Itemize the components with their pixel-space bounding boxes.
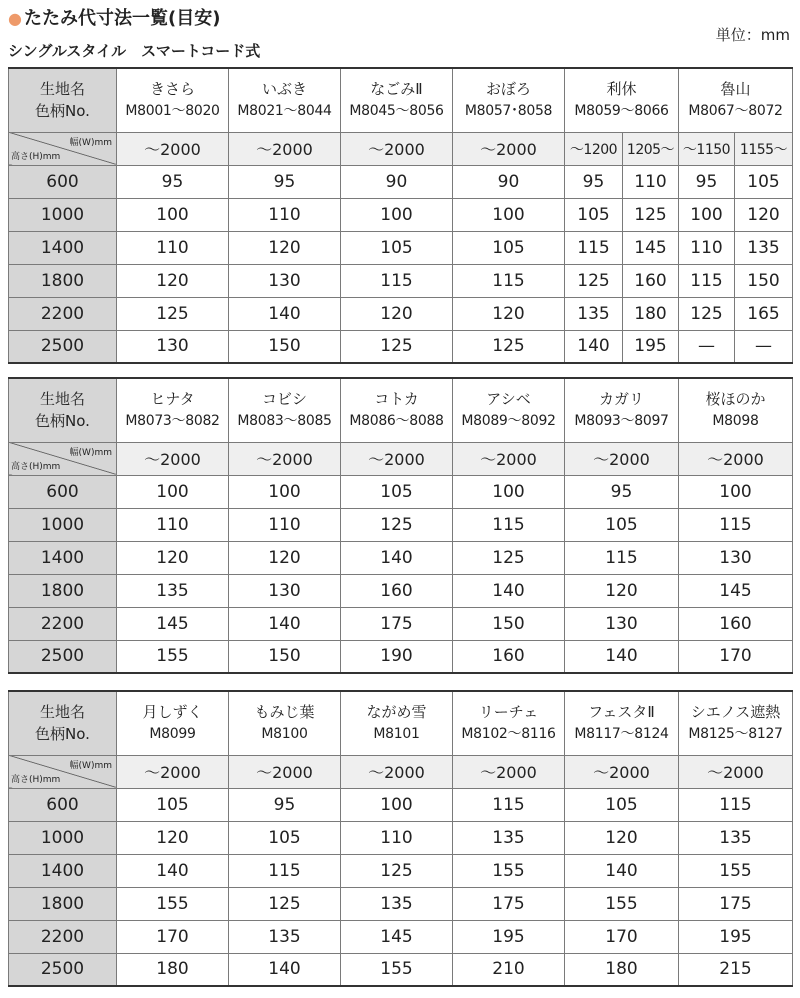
value-cell: 145 <box>341 920 453 953</box>
height-cell: 1800 <box>9 264 117 297</box>
width-cell: ～2000 <box>453 132 565 165</box>
value-cell: 140 <box>229 953 341 986</box>
value-cell: 135 <box>565 297 623 330</box>
table-row <box>9 198 793 231</box>
table-row <box>9 297 793 330</box>
width-cell: ～2000 <box>229 132 341 165</box>
value-cell: 130 <box>565 607 679 640</box>
value-cell: 115 <box>679 508 793 541</box>
value-cell: 100 <box>117 475 229 508</box>
value-cell: 160 <box>341 574 453 607</box>
table-row <box>9 788 793 821</box>
width-cell: 1155～ <box>735 132 793 165</box>
fabric-header: 桜ほのか M8098 <box>679 378 793 442</box>
value-cell: 120 <box>117 821 229 854</box>
value-cell: 110 <box>229 508 341 541</box>
value-cell: 105 <box>565 198 623 231</box>
table-row <box>9 920 793 953</box>
value-cell: 105 <box>735 165 793 198</box>
value-cell: 110 <box>623 165 679 198</box>
height-cell: 2200 <box>9 297 117 330</box>
table-row <box>9 607 793 640</box>
page-header <box>0 0 800 66</box>
value-cell: 125 <box>341 508 453 541</box>
value-cell: 195 <box>679 920 793 953</box>
value-cell: 125 <box>229 887 341 920</box>
value-cell: 135 <box>341 887 453 920</box>
width-cell: ～2000 <box>229 442 341 475</box>
width-cell: ～2000 <box>117 132 229 165</box>
width-cell: ～2000 <box>117 442 229 475</box>
value-cell: 165 <box>735 297 793 330</box>
unit-label: 単位：mm <box>715 26 790 44</box>
width-row <box>9 755 793 788</box>
value-cell: 135 <box>679 821 793 854</box>
height-cell: 2200 <box>9 607 117 640</box>
fabric-header: シエノス遮熱 M8125～8127 <box>679 691 793 755</box>
value-cell: 100 <box>679 475 793 508</box>
value-cell: 105 <box>341 231 453 264</box>
value-cell: 90 <box>341 165 453 198</box>
value-cell: 100 <box>453 475 565 508</box>
value-cell: 195 <box>453 920 565 953</box>
value-cell: 115 <box>341 264 453 297</box>
value-cell: 120 <box>565 574 679 607</box>
value-cell: 130 <box>229 264 341 297</box>
value-cell: 95 <box>679 165 735 198</box>
fabric-header-label: 生地名 色柄No. <box>9 378 117 442</box>
width-cell: ～2000 <box>117 755 229 788</box>
value-cell: 155 <box>117 640 229 673</box>
value-cell: 190 <box>341 640 453 673</box>
fabric-header: 利休 M8059～8066 <box>565 68 679 132</box>
value-cell: 115 <box>453 508 565 541</box>
height-cell: 2500 <box>9 640 117 673</box>
fabric-header: ヒナタ M8073～8082 <box>117 378 229 442</box>
height-cell: 1000 <box>9 821 117 854</box>
value-cell: 140 <box>117 854 229 887</box>
value-cell: 120 <box>229 231 341 264</box>
fabric-header: コビシ M8083～8085 <box>229 378 341 442</box>
value-cell: 175 <box>341 607 453 640</box>
value-cell: 105 <box>117 788 229 821</box>
width-cell: ～2000 <box>453 755 565 788</box>
height-cell: 1400 <box>9 541 117 574</box>
fabric-header: ながめ雪 M8101 <box>341 691 453 755</box>
value-cell: 150 <box>735 264 793 297</box>
fabric-header: きさら M8001～8020 <box>117 68 229 132</box>
fabric-header-row <box>9 378 793 442</box>
value-cell: 115 <box>565 231 623 264</box>
value-cell: 100 <box>679 198 735 231</box>
fabric-header-label: 生地名 色柄No. <box>9 691 117 755</box>
value-cell: 110 <box>679 231 735 264</box>
height-cell: 2500 <box>9 330 117 363</box>
value-cell: 120 <box>117 264 229 297</box>
value-cell: 120 <box>565 821 679 854</box>
table-row <box>9 330 793 363</box>
value-cell: 125 <box>341 854 453 887</box>
width-cell: 1205～ <box>623 132 679 165</box>
value-cell: 210 <box>453 953 565 986</box>
value-cell: 90 <box>453 165 565 198</box>
value-cell: 155 <box>117 887 229 920</box>
width-row <box>9 132 793 165</box>
value-cell: 105 <box>341 475 453 508</box>
table-row <box>9 854 793 887</box>
table-row <box>9 887 793 920</box>
value-cell: 110 <box>341 821 453 854</box>
fabric-header: コトカ M8086～8088 <box>341 378 453 442</box>
value-cell: 155 <box>679 854 793 887</box>
table-row <box>9 821 793 854</box>
value-cell: 110 <box>117 231 229 264</box>
fabric-header: いぶき M8021～8044 <box>229 68 341 132</box>
value-cell: 95 <box>117 165 229 198</box>
fabric-header-row <box>9 691 793 755</box>
value-cell: 160 <box>679 607 793 640</box>
table-row <box>9 264 793 297</box>
value-cell: 105 <box>565 788 679 821</box>
value-cell: 120 <box>735 198 793 231</box>
value-cell: 125 <box>341 330 453 363</box>
dimension-table-1 <box>8 67 793 364</box>
bullet-dot-icon: ● <box>8 9 22 28</box>
value-cell: 105 <box>453 231 565 264</box>
value-cell: 125 <box>117 297 229 330</box>
value-cell: 110 <box>117 508 229 541</box>
value-cell: 195 <box>623 330 679 363</box>
value-cell: 130 <box>117 330 229 363</box>
height-cell: 1800 <box>9 574 117 607</box>
value-cell: 170 <box>117 920 229 953</box>
table-row <box>9 165 793 198</box>
width-cell: ～1150 <box>679 132 735 165</box>
width-cell: ～2000 <box>229 755 341 788</box>
value-cell: 100 <box>341 788 453 821</box>
height-cell: 1800 <box>9 887 117 920</box>
value-cell: 150 <box>453 607 565 640</box>
width-cell: ～2000 <box>679 755 793 788</box>
width-cell: ～2000 <box>341 132 453 165</box>
fabric-header: 魯山 M8067～8072 <box>679 68 793 132</box>
height-cell: 1400 <box>9 854 117 887</box>
fabric-header-row <box>9 68 793 132</box>
table-row <box>9 475 793 508</box>
value-cell: 130 <box>229 574 341 607</box>
value-cell: 105 <box>565 508 679 541</box>
value-cell: 125 <box>453 541 565 574</box>
table-row <box>9 541 793 574</box>
page-title-text: たたみ代寸法一覧(目安) <box>23 8 221 29</box>
value-cell: 100 <box>229 475 341 508</box>
value-cell: 145 <box>623 231 679 264</box>
value-cell: 120 <box>229 541 341 574</box>
value-cell: 125 <box>623 198 679 231</box>
width-cell: ～2000 <box>453 442 565 475</box>
value-cell: 120 <box>453 297 565 330</box>
value-cell: 170 <box>679 640 793 673</box>
height-cell: 600 <box>9 475 117 508</box>
value-cell: 110 <box>229 198 341 231</box>
value-cell: 135 <box>229 920 341 953</box>
fabric-header: もみじ葉 M8100 <box>229 691 341 755</box>
value-cell: 115 <box>453 264 565 297</box>
value-cell: 140 <box>341 541 453 574</box>
fabric-header: リーチェ M8102～8116 <box>453 691 565 755</box>
value-cell: 150 <box>229 640 341 673</box>
value-cell: 180 <box>117 953 229 986</box>
height-cell: 600 <box>9 788 117 821</box>
fabric-header-label: 生地名 色柄No. <box>9 68 117 132</box>
fabric-header: カガリ M8093～8097 <box>565 378 679 442</box>
width-cell: ～2000 <box>565 755 679 788</box>
value-cell: 95 <box>229 788 341 821</box>
value-cell: 135 <box>735 231 793 264</box>
value-cell: 180 <box>565 953 679 986</box>
value-cell: 150 <box>229 330 341 363</box>
fabric-header: アシベ M8089～8092 <box>453 378 565 442</box>
value-cell: 160 <box>623 264 679 297</box>
value-cell: 180 <box>623 297 679 330</box>
value-cell: 140 <box>565 640 679 673</box>
table-row <box>9 231 793 264</box>
value-cell: 100 <box>341 198 453 231</box>
width-cell: ～1200 <box>565 132 623 165</box>
value-cell: 100 <box>453 198 565 231</box>
value-cell: 125 <box>565 264 623 297</box>
fabric-header: おぼろ M8057･8058 <box>453 68 565 132</box>
value-cell: 105 <box>229 821 341 854</box>
value-cell: 175 <box>679 887 793 920</box>
value-cell: 135 <box>117 574 229 607</box>
width-cell: ～2000 <box>341 442 453 475</box>
value-cell: 140 <box>453 574 565 607</box>
value-cell: — <box>735 330 793 363</box>
width-height-corner: 幅(W)mm 高さ(H)mm <box>9 442 117 475</box>
value-cell: 95 <box>565 165 623 198</box>
width-height-corner: 幅(W)mm 高さ(H)mm <box>9 755 117 788</box>
value-cell: 215 <box>679 953 793 986</box>
value-cell: 100 <box>117 198 229 231</box>
table-row <box>9 508 793 541</box>
width-cell: ～2000 <box>679 442 793 475</box>
dimension-table-2 <box>8 377 793 674</box>
width-height-corner: 幅(W)mm 高さ(H)mm <box>9 132 117 165</box>
fabric-header: なごみⅡ M8045～8056 <box>341 68 453 132</box>
value-cell: 115 <box>229 854 341 887</box>
fabric-header: フェスタⅡ M8117～8124 <box>565 691 679 755</box>
table-row <box>9 953 793 986</box>
table-row <box>9 640 793 673</box>
value-cell: 145 <box>117 607 229 640</box>
value-cell: 115 <box>453 788 565 821</box>
height-cell: 1000 <box>9 198 117 231</box>
value-cell: 140 <box>565 854 679 887</box>
value-cell: 175 <box>453 887 565 920</box>
fabric-header: 月しずく M8099 <box>117 691 229 755</box>
dimension-table-3 <box>8 690 793 987</box>
value-cell: 115 <box>679 264 735 297</box>
value-cell: 160 <box>453 640 565 673</box>
value-cell: 115 <box>679 788 793 821</box>
value-cell: 95 <box>229 165 341 198</box>
value-cell: 115 <box>565 541 679 574</box>
value-cell: 120 <box>117 541 229 574</box>
value-cell: 140 <box>229 297 341 330</box>
width-row <box>9 442 793 475</box>
height-cell: 1000 <box>9 508 117 541</box>
height-cell: 2200 <box>9 920 117 953</box>
value-cell: 155 <box>565 887 679 920</box>
width-cell: ～2000 <box>341 755 453 788</box>
value-cell: 140 <box>229 607 341 640</box>
height-cell: 600 <box>9 165 117 198</box>
height-cell: 1400 <box>9 231 117 264</box>
value-cell: 135 <box>453 821 565 854</box>
page-subtitle: シングルスタイル スマートコード式 <box>8 42 261 60</box>
width-cell: ～2000 <box>565 442 679 475</box>
value-cell: 140 <box>565 330 623 363</box>
value-cell: 130 <box>679 541 793 574</box>
height-cell: 2500 <box>9 953 117 986</box>
table-row <box>9 574 793 607</box>
value-cell: 125 <box>679 297 735 330</box>
value-cell: 155 <box>341 953 453 986</box>
value-cell: — <box>679 330 735 363</box>
value-cell: 145 <box>679 574 793 607</box>
value-cell: 95 <box>565 475 679 508</box>
value-cell: 120 <box>341 297 453 330</box>
value-cell: 155 <box>453 854 565 887</box>
value-cell: 170 <box>565 920 679 953</box>
value-cell: 125 <box>453 330 565 363</box>
page-title <box>8 4 220 30</box>
